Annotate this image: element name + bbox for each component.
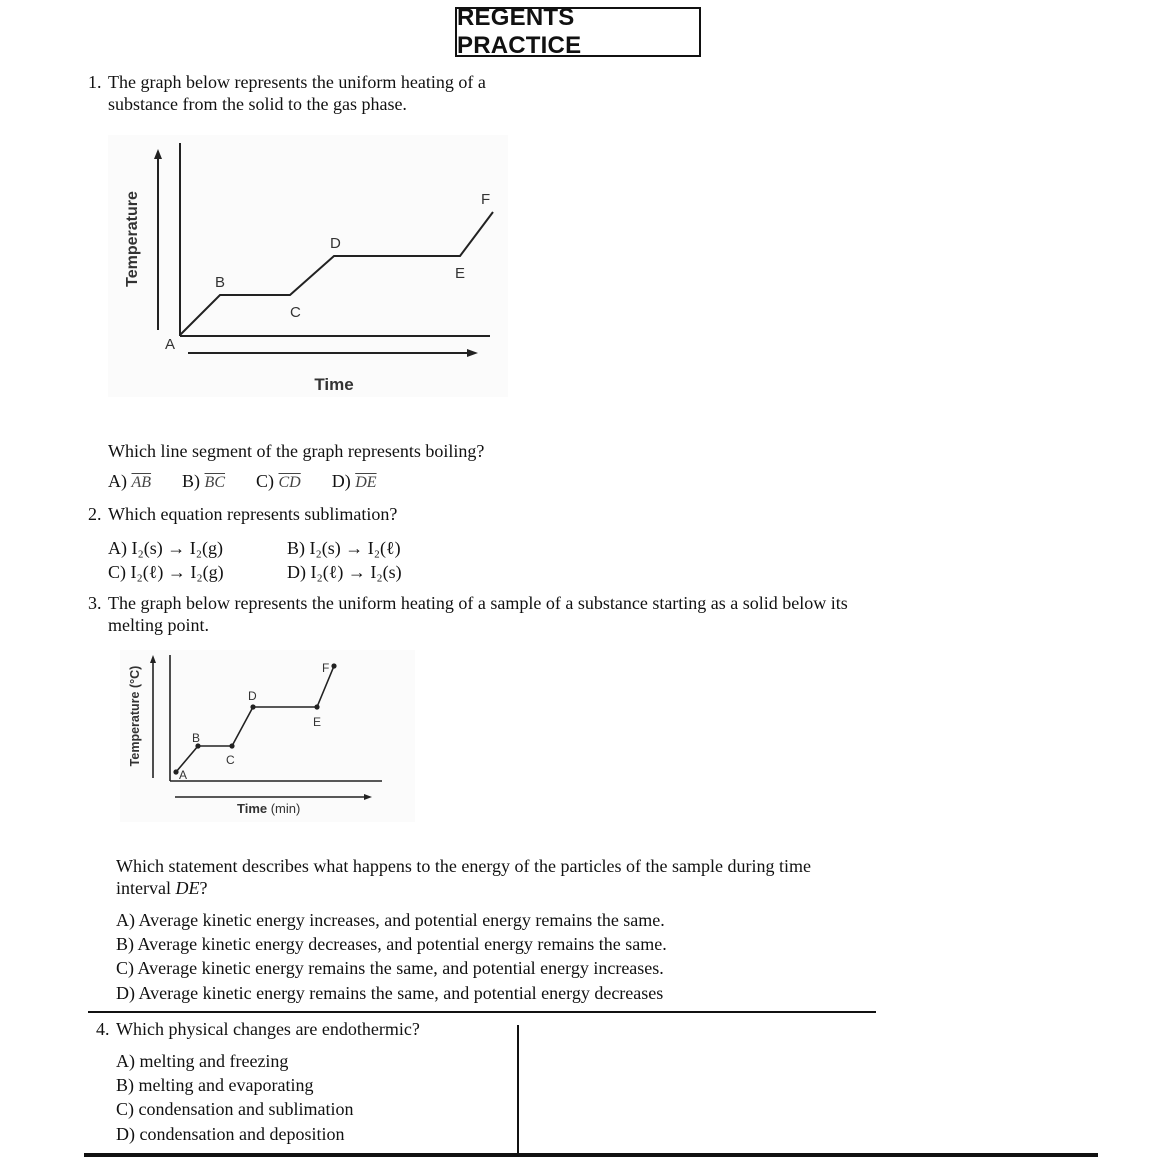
answer-column-divider (517, 1025, 519, 1155)
q3-choice-d[interactable]: D) Average kinetic energy remains the same, and potential energy decreases (116, 983, 664, 1003)
q1-choice-c[interactable]: C) $\overline{CD}$ (256, 471, 301, 491)
q1-question: Which line segment of the graph represents boiling? (108, 441, 485, 461)
q1-graph-background (108, 135, 508, 397)
q3-heating-curve-graph (120, 650, 415, 822)
q1-choice-d[interactable]: D) $\overline{DE}$ (331, 471, 377, 491)
q1-point-d: D (330, 235, 341, 252)
q1-y-axis-label: Temperature (124, 191, 141, 287)
q4-choice-b[interactable]: B) melting and evaporating (116, 1075, 314, 1095)
q1-number: 1. (88, 72, 102, 92)
q2-number: 2. (88, 504, 102, 524)
q2-choice-c[interactable]: C) I₂(ℓ) → I₂(g) (108, 562, 224, 582)
q1-point-f: F (481, 191, 491, 208)
q3-choice-c[interactable]: C) Average kinetic energy remains the same, and potential energy increases. (116, 958, 664, 978)
q1-point-e: E (455, 265, 466, 282)
q1-x-axis-label: Time (314, 375, 354, 394)
q1-point-b: B (215, 274, 226, 291)
q1-point-a: A (165, 336, 176, 353)
q3-number: 3. (88, 593, 102, 613)
q3-point-e: E (313, 715, 322, 729)
q2-choice-a[interactable]: A) I₂(s) → I₂(g) (108, 538, 224, 558)
q4-choice-c[interactable]: C) condensation and sublimation (116, 1099, 354, 1119)
q4-number: 4. (96, 1019, 110, 1039)
q3-choice-a[interactable]: A) Average kinetic energy increases, and potential energy remains the same. (116, 910, 665, 930)
q3-dot-c (229, 743, 234, 748)
q3-choice-b[interactable]: B) Average kinetic energy decreases, and potential energy remains the same. (116, 934, 667, 954)
q3-point-b: B (192, 731, 201, 745)
q1-stem-line2: substance from the solid to the gas phase. (108, 94, 407, 114)
q2-stem: Which equation represents sublimation? (108, 504, 398, 524)
q1-point-c: C (290, 304, 301, 321)
q3-dot-d (250, 704, 255, 709)
q3-dot-f (331, 663, 336, 668)
q3-dot-e (314, 704, 319, 709)
bottom-rule (84, 1153, 1098, 1157)
q3-x-axis-label: Time (min) (237, 801, 301, 816)
q4-choice-d[interactable]: D) condensation and deposition (116, 1124, 345, 1144)
q3-y-axis-label: Temperature (°C) (128, 665, 142, 767)
q2-choice-d[interactable]: D) I₂(ℓ) → I₂(s) (287, 562, 402, 582)
q3-point-f: F (322, 661, 330, 675)
page-title: REGENTS PRACTICE (455, 7, 701, 57)
q1-choice-a[interactable]: A) $\overline{AB}$ (108, 471, 152, 491)
q3-stem-line2: melting point. (108, 615, 209, 635)
q2-choice-b[interactable]: B) I₂(s) → I₂(ℓ) (287, 538, 401, 558)
q3-point-d: D (248, 689, 257, 703)
q4-choice-a[interactable]: A) melting and freezing (116, 1051, 289, 1071)
q3-stem-line1: The graph below represents the uniform heating of a sample of a substance starting as a solid below its (108, 593, 848, 613)
q3-point-c: C (226, 753, 235, 767)
q3-question-line1: Which statement describes what happens to the energy of the particles of the sample during time (116, 856, 811, 876)
q1-heating-curve-graph (108, 135, 508, 397)
q4-stem: Which physical changes are endothermic? (116, 1019, 420, 1039)
q3-point-a: A (179, 768, 188, 782)
q3-question-line2: interval DE? (116, 878, 208, 898)
q1-choices (108, 470, 377, 494)
q1-stem-line1: The graph below represents the uniform heating of a (108, 72, 486, 92)
section-divider (88, 1011, 876, 1013)
q3-dot-a (173, 769, 178, 774)
q1-choice-b[interactable]: B) $\overline{BC}$ (182, 471, 225, 491)
